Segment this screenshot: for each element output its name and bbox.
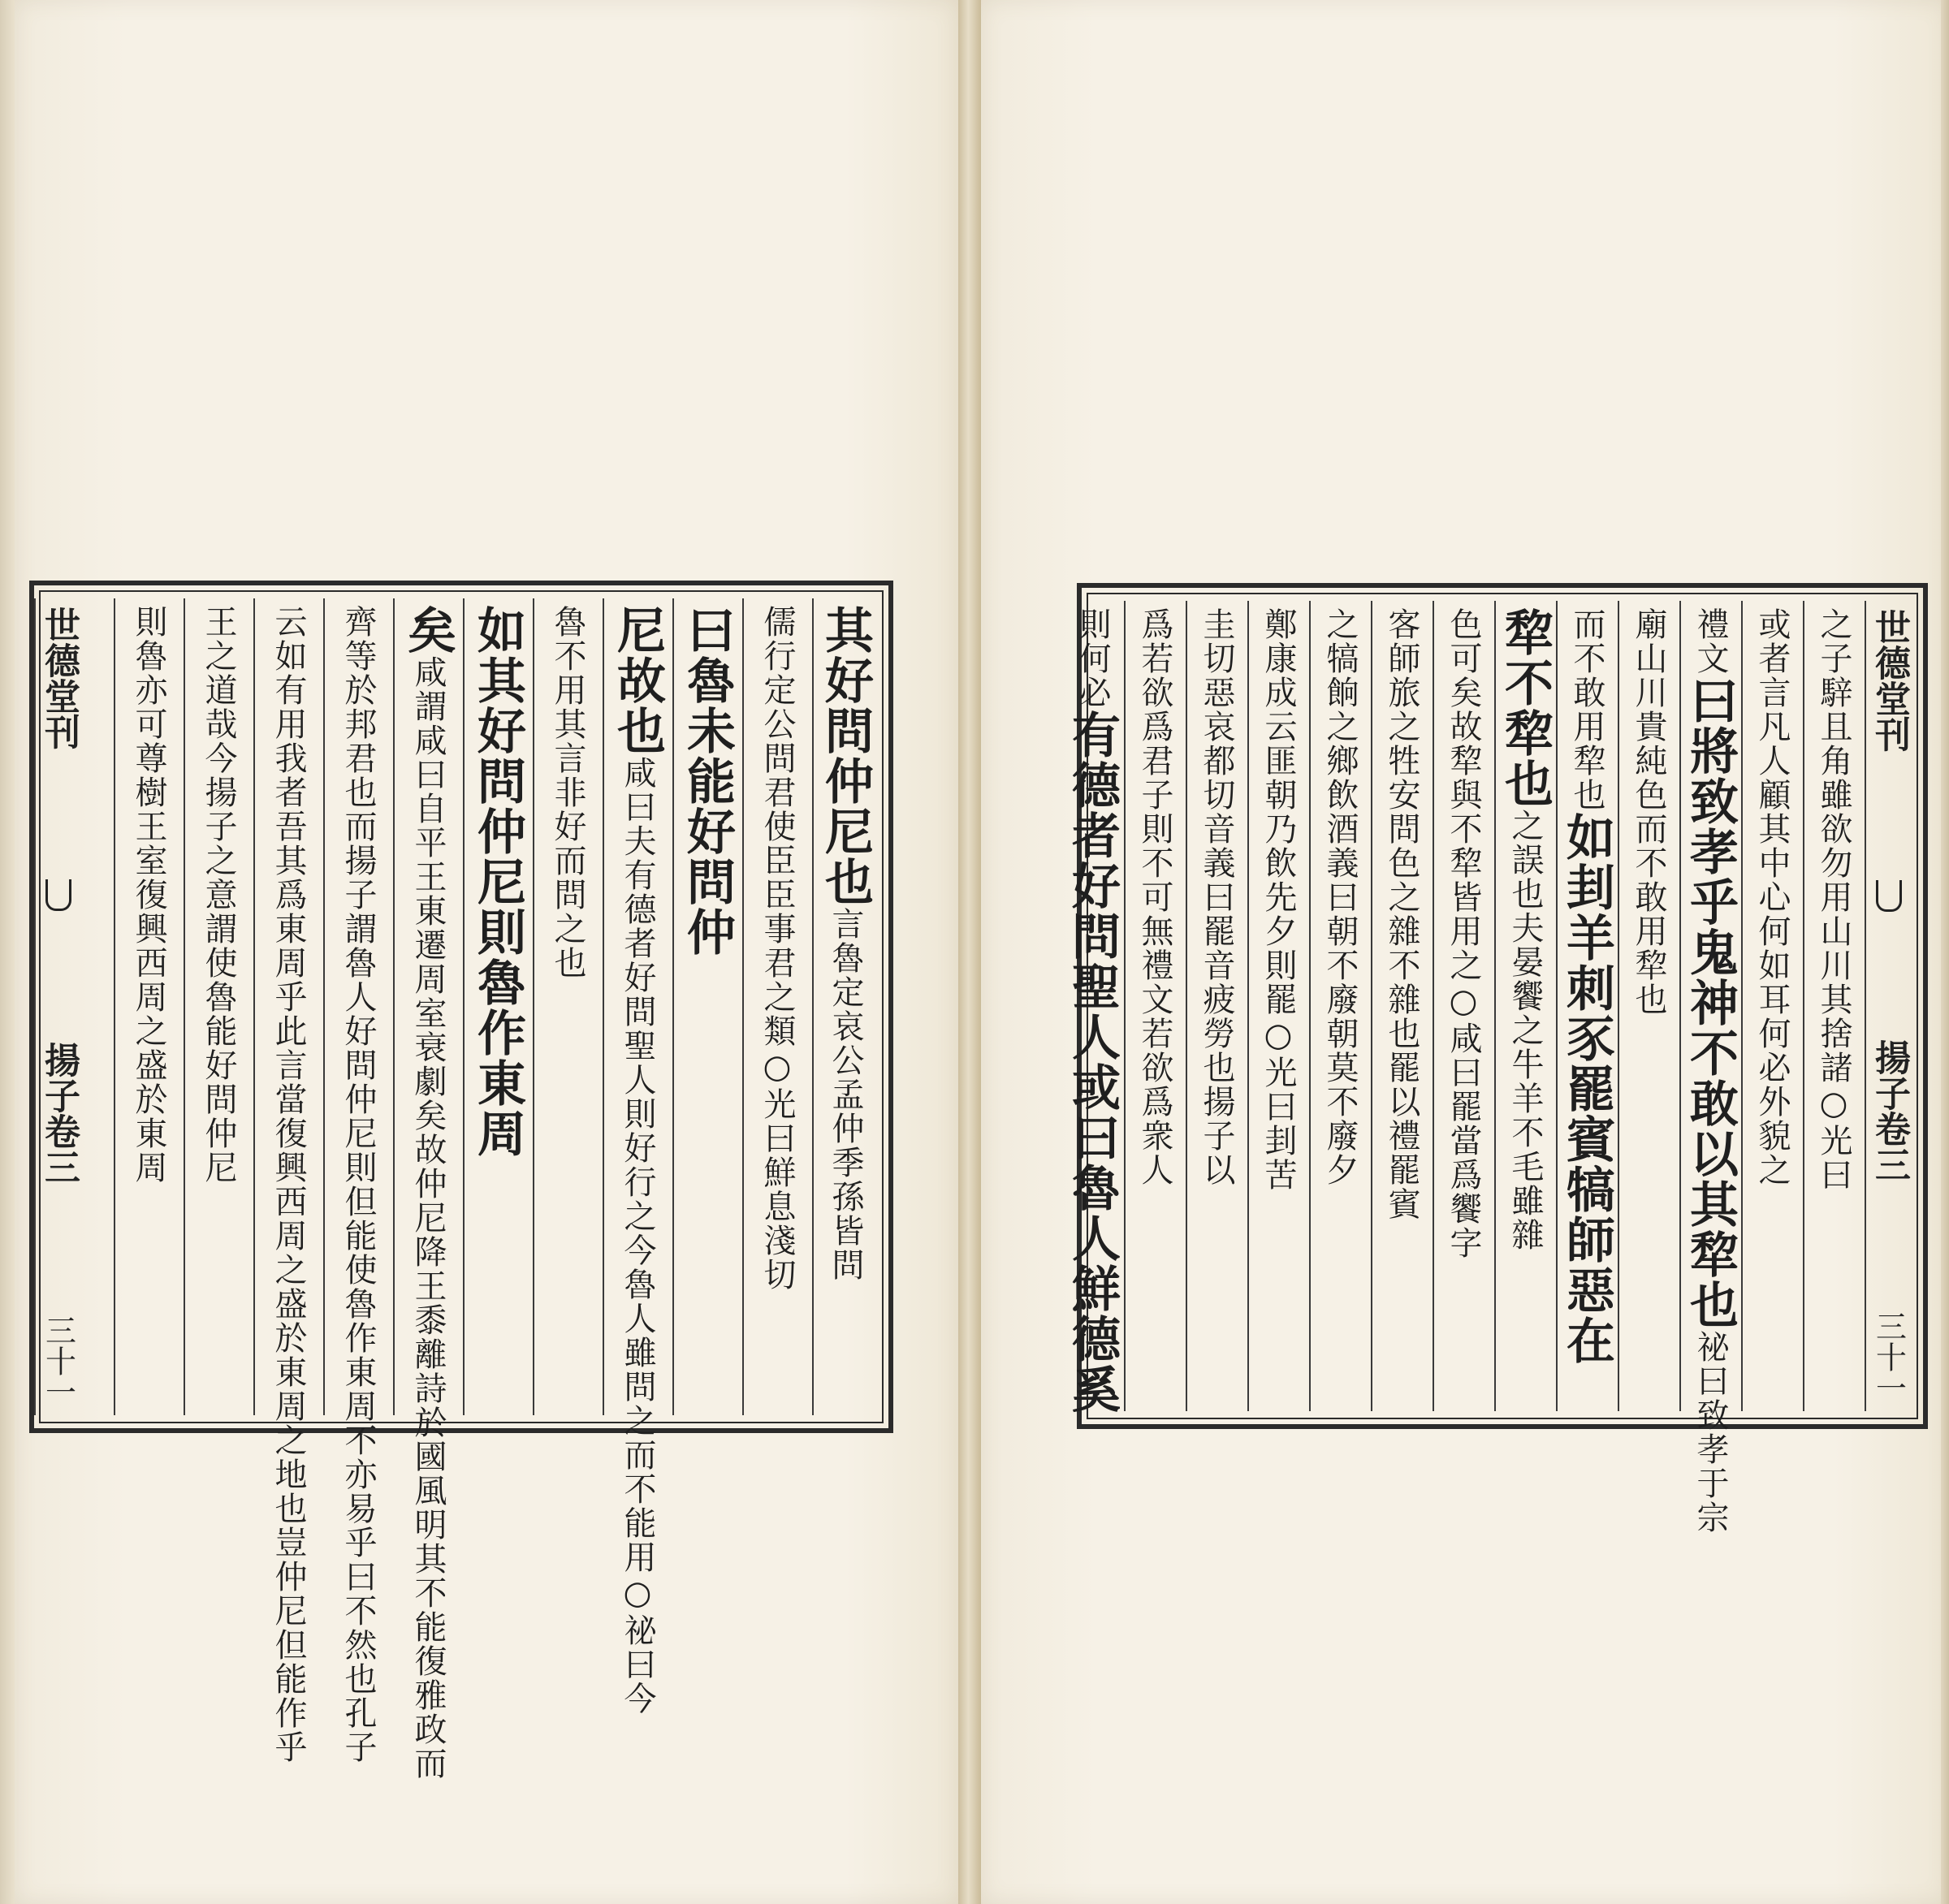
commentary-text: 齊等於邦君也而揚子謂魯人好問仲尼則但能使魯作東周不亦易乎曰不然也孔子 bbox=[339, 605, 377, 1764]
text-column bbox=[1062, 601, 1122, 1414]
main-text: 有德者好問聖人或曰魯人鮮德奚 bbox=[1064, 710, 1121, 1414]
center-margin-strip bbox=[1865, 601, 1912, 1411]
commentary-text: 魯不用其言非好而問之也 bbox=[549, 605, 586, 980]
main-text: 犂不犂也 bbox=[1497, 607, 1554, 809]
commentary-text: 之子騂且角雖欲勿用山川其捨諸○光曰 bbox=[1815, 607, 1852, 1192]
text-column bbox=[1679, 601, 1739, 1535]
text-column bbox=[1371, 601, 1431, 1411]
text-column bbox=[742, 598, 810, 1415]
text-column bbox=[1618, 601, 1678, 1411]
text-column bbox=[1309, 601, 1369, 1411]
commentary-text: 祕曰致孝于宗 bbox=[1692, 1330, 1729, 1535]
commentary-text: 鮮息淺切 bbox=[758, 1155, 796, 1292]
text-column bbox=[1556, 601, 1616, 1411]
main-text: 曰將致孝乎鬼神不敢以其犂也 bbox=[1682, 676, 1739, 1330]
text-column bbox=[1803, 601, 1863, 1411]
margin-title: 世德堂刊 bbox=[1869, 609, 1910, 752]
page-edge-right bbox=[1941, 0, 1949, 1904]
text-column bbox=[1247, 601, 1307, 1411]
text-column bbox=[1494, 601, 1554, 1411]
commentary-text: 則魯亦可尊樹王室復興西周之盛於東周 bbox=[130, 605, 167, 1185]
text-column bbox=[533, 598, 601, 1415]
commentary-text: 而不敢用犂也 bbox=[1568, 607, 1605, 812]
text-column bbox=[463, 598, 531, 1415]
main-text: 尼故也 bbox=[609, 605, 666, 756]
text-column bbox=[184, 598, 252, 1415]
text-column bbox=[1186, 601, 1246, 1411]
commentary-text: 之誤也夫晏饗之牛羊不毛雖雜 bbox=[1506, 809, 1544, 1252]
text-column bbox=[393, 598, 461, 1781]
center-margin-strip bbox=[34, 598, 81, 1415]
commentary-text: 或者言凡人顧其中心何如耳何必外貌之 bbox=[1753, 607, 1791, 1187]
commentary-text: 之犒餉之鄉飲酒義曰朝不廢朝莫不廢夕 bbox=[1321, 607, 1359, 1187]
commentary-text: 言魯定哀公孟仲季孫皆問 bbox=[827, 907, 864, 1282]
margin-folio: 三十一 bbox=[1870, 1310, 1907, 1403]
commentary-text: 色可矣故犂與不犂皆用之○咸曰罷當爲饗字 bbox=[1445, 607, 1482, 1260]
margin-folio: 三十一 bbox=[40, 1314, 76, 1407]
text-column bbox=[1741, 601, 1801, 1411]
main-text: 曰魯未能好問仲 bbox=[679, 605, 736, 957]
text-column bbox=[1433, 601, 1493, 1411]
main-text: 如刲羊刺豕罷賓犒師惡在 bbox=[1558, 812, 1615, 1366]
page-edge-left bbox=[0, 0, 15, 1904]
fish-tail-mark bbox=[1876, 880, 1902, 912]
text-column bbox=[114, 598, 182, 1415]
margin-chapter: 揚子卷三 bbox=[38, 1041, 80, 1185]
text-column bbox=[812, 598, 877, 1415]
commentary-text: 云如有用我者吾其爲東周乎此言當復興西周之盛於東周之地也豈仲尼但能作乎 bbox=[270, 605, 307, 1764]
commentary-text: 客師旅之牲安問色之雜不雜也罷以禮罷賓 bbox=[1383, 607, 1420, 1221]
left-text-block bbox=[29, 581, 893, 1781]
margin-title: 世德堂刊 bbox=[38, 607, 80, 749]
text-column bbox=[603, 598, 671, 1716]
text-column bbox=[323, 598, 391, 1764]
right-text-block bbox=[1064, 583, 1928, 1535]
commentary-text: 則何必 bbox=[1074, 607, 1111, 710]
commentary-text: 圭切惡哀都切音義曰罷音疲勞也揚子以 bbox=[1198, 607, 1235, 1187]
commentary-text: 爲若欲爲君子則不可無禮文若欲爲衆人 bbox=[1136, 607, 1173, 1187]
text-column bbox=[672, 598, 741, 1415]
main-text: 其好問仲尼也 bbox=[817, 605, 874, 907]
main-text: 如其好問仲尼則魯作東周 bbox=[469, 605, 526, 1159]
commentary-text: 廟山川貴純色而不敢用犂也 bbox=[1630, 607, 1667, 1017]
book-gutter bbox=[958, 0, 981, 1904]
commentary-text: 咸謂咸曰自平王東遷周室衰劇矣故仲尼降王黍離詩於國風明其不能復雅政而 bbox=[409, 655, 447, 1781]
margin-chapter: 揚子卷三 bbox=[1869, 1039, 1910, 1183]
text-column bbox=[253, 598, 322, 1764]
text-column bbox=[1124, 601, 1184, 1411]
main-text: 矣 bbox=[400, 605, 456, 655]
commentary-text: 儒行定公問君使臣臣事君之類○光曰 bbox=[758, 605, 796, 1155]
commentary-text: 鄭康成云匪朝乃飲先夕則罷○光曰刲苦 bbox=[1260, 607, 1297, 1192]
commentary-text: 禮文 bbox=[1692, 607, 1729, 676]
commentary-text: 咸曰夫有德者好問聖人則好行之今魯人雖問之而不能用○祕曰今 bbox=[619, 756, 656, 1716]
fish-tail-mark bbox=[45, 879, 71, 911]
commentary-text: 王之道哉今揚子之意謂使魯能好問仲尼 bbox=[200, 605, 237, 1185]
